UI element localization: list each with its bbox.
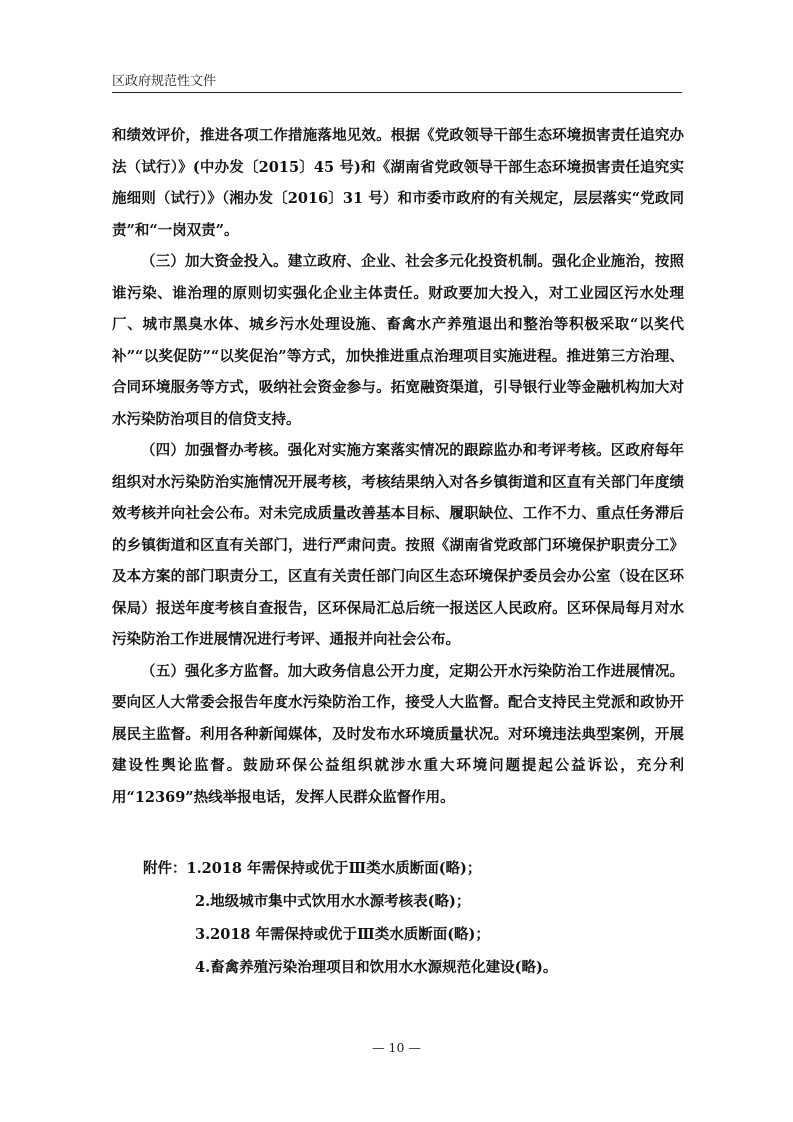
- attachment-item-3: 3.2018 年需保持或优于Ⅲ类水质断面(略)；: [195, 926, 490, 943]
- attachment-item-1: 附件：1.2018 年需保持或优于Ⅲ类水质断面(略)；: [143, 860, 482, 877]
- attachments-list: [143, 852, 683, 984]
- running-header: 区政府规范性文件: [112, 74, 217, 89]
- paragraph-funding: （三）加大资金投入。建立政府、企业、社会多元化投资机制。强化企业施治，按照谁污染、谁治理的原则切实强化企业主体责任。财政要加大投入，对工业园区污水处理厂、城市黑臭水体、城乡污水处理设施、畜禽水产养殖退出和整治等积极采取“以奖代补”“以奖促防”“以奖促治”等方式，加快推进重点治理项目实施进程。推进第三方治理、合同环境服务等方式，吸纳社会资金参与。拓宽融资渠道，引导银行业等金融机构加大对水污染防治项目的信贷支持。: [112, 253, 684, 428]
- page-number: — 10 —: [372, 1040, 421, 1055]
- attachment-item-4: 4.畜禽养殖污染治理项目和饮用水水源规范化建设(略)。: [195, 959, 558, 976]
- document-body: [112, 120, 684, 813]
- attachment-item-2: 2.地级城市集中式饮用水水源考核表(略)；: [195, 893, 471, 910]
- attachments-label: 附件：: [143, 860, 187, 877]
- header-divider: [112, 92, 682, 93]
- paragraph-supervision-assessment: （四）加强督办考核。强化对实施方案落实情况的跟踪监办和考评考核。区政府每年组织对水污染防治实施情况开展考核，考核结果纳入对各乡镇街道和区直有关部门年度绩效考核并向社会公布。对未完成质量改善基本目标、履职缺位、工作不力、重点任务滞后的乡镇街道和区直有关部门，进行严肃问责。按照《湖南省党政部门环境保护职责分工》及本方案的部门职责分工，区直有关责任部门向区生态环境保护委员会办公室（设在区环保局）报送年度考核自查报告，区环保局汇总后统一报送区人民政府。区环保局每月对水污染防治工作进展情况进行考评、通报并向社会公布。: [112, 442, 684, 648]
- paragraph-multi-party-oversight: （五）强化多方监督。加大政务信息公开力度，定期公开水污染防治工作进展情况。要向区人大常委会报告年度水污染防治工作，接受人大监督。配合支持民主党派和政协开展民主监督。利用各种新闻媒体，及时发布水环境质量状况。对环境违法典型案例，开展建设性舆论监督。鼓励环保公益组织就涉水重大环境问题提起公益诉讼，充分利用“12369”热线举报电话，发挥人民群众监督作用。: [112, 662, 684, 806]
- paragraph-continuation: 和绩效评价，推进各项工作措施落地见效。根据《党政领导干部生态环境损害责任追究办法（试行）》(中办发〔2015〕45 号)和《湖南省党政领导干部生态环境损害责任追究实施细则（试行）》（湘办发〔2016〕31 号）和市委市政府的有关规定，层层落实“党政同责”和“一岗双责”。: [112, 127, 684, 239]
